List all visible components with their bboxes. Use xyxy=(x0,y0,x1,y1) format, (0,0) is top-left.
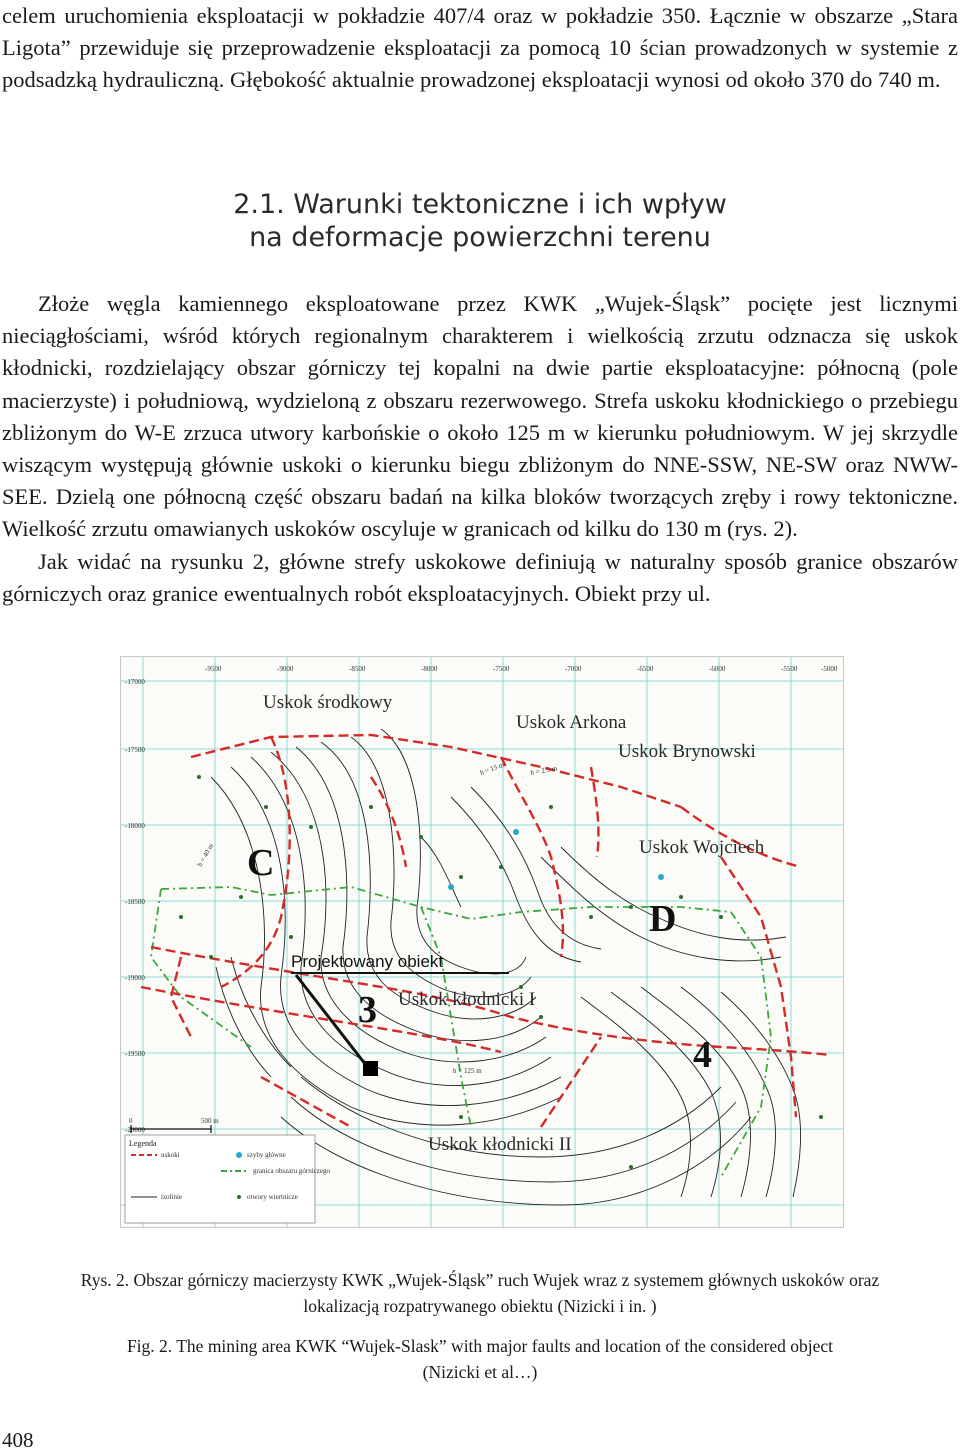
grid-y-label: -19000 xyxy=(125,974,145,982)
fault-label-arkona: Uskok Arkona xyxy=(516,712,627,733)
legend-item: granica obszaru górniczego xyxy=(253,1167,330,1175)
projected-object-marker xyxy=(363,1061,378,1076)
grid-y-labels xyxy=(125,678,145,1134)
section-heading-line1: 2.1. Warunki tektoniczne i ich wpływ xyxy=(233,189,727,220)
grid-y-label: -20000 xyxy=(125,1126,145,1134)
throw-label: h = 15 m xyxy=(478,760,506,777)
grid-x-label: -8500 xyxy=(349,665,366,673)
throw-label: h = 40 m xyxy=(195,842,216,868)
grid-x-label: -7500 xyxy=(493,665,510,673)
grid-x-label: -5500 xyxy=(781,665,798,673)
legend-title: Legenda xyxy=(129,1139,157,1148)
block-letter-d: D xyxy=(649,898,677,940)
figure-caption-pl xyxy=(0,1267,960,1319)
grid-y-label: -18000 xyxy=(125,822,145,830)
section-heading xyxy=(0,188,960,254)
grid-x-label: -8000 xyxy=(421,665,438,673)
intro-text: celem uruchomienia eksploatacji w pokładzie 407/4 oraz w pokładzie 350. Łącznie w obszarze „Stara Ligota” przewiduje się przeprowadzenie eksploatacji za pomocą 10 ścian prowadzonych w systemie z podsadzką hydrauliczną. Głębokość aktualnie prowadzonej eksploatacji wynosi od około 370 do 740 m. xyxy=(2,3,958,93)
intro-paragraph xyxy=(2,0,958,97)
grid-x-label: -7000 xyxy=(565,665,582,673)
figure-caption-en xyxy=(0,1333,960,1385)
caption-en-line1: Fig. 2. The mining area KWK “Wujek-Slask” with major faults and location of the considered object xyxy=(126,1336,834,1356)
faults xyxy=(141,735,831,1127)
caption-en-line2: (Nizicki et al…) xyxy=(422,1362,538,1382)
caption-pl-line1: Rys. 2. Obszar górniczy macierzysty KWK „Wujek-Śląsk” ruch Wujek wraz z systemem głównych uskoków oraz xyxy=(80,1270,880,1290)
scale-500: 500 m xyxy=(201,1117,219,1125)
fault-label-wojciech: Uskok Wojciech xyxy=(639,837,765,858)
fault-label-srodkowy: Uskok środkowy xyxy=(263,692,393,713)
section-heading-line2: na deformacje powierzchni terenu xyxy=(249,222,711,253)
grid-y-label: -17500 xyxy=(125,746,145,754)
legend-item: izolinie xyxy=(161,1193,182,1201)
page-number: 408 xyxy=(2,1428,34,1452)
block-letter-c: C xyxy=(247,842,275,884)
body-paragraph-1: Złoże węgla kamiennego eksploatowane przez KWK „Wujek-Śląsk” pocięte jest licznymi nieciągłościami, wśród których regionalnym charakterem i wielkością zrzutu odznacza się uskok kłodnicki, rozdzielający obszar górniczy tej kopalni na dwie partie eksploatacyjne: północną (pole macierzyste) i południową, wydzieloną z obszaru rezerwowego. Strefa uskoku kłodnickiego o przebiegu zbliżonym do W-E zrzuca utwory karbońskie o około 125 m w kierunku południowym. W jej skrzydle wiszącym występują głównie uskoki o kierunku biegu zbliżonym do NNE-SSW, NE-SW oraz NWW-SEE. Dzielą one północną część obszaru badań na kilka bloków tworzących zręby i rowy tektoniczne. Wielkość zrzutu omawianych uskoków oscyluje w granicach od kilku do 130 m (rys. 2). xyxy=(2,291,958,542)
body-text xyxy=(2,288,958,610)
legend xyxy=(125,1135,330,1223)
grid-y-label: -19500 xyxy=(125,1050,145,1058)
throw-label: h = 2.5 m xyxy=(529,764,558,777)
mining-area-map xyxy=(120,656,844,1228)
number-three: 3 xyxy=(358,989,377,1031)
grid-x-label: -9500 xyxy=(205,665,222,673)
caption-pl-line2: lokalizacją rozpatrywanego obiektu (Nizicki i in. ) xyxy=(303,1296,657,1316)
legend-item: otwory wiertnicze xyxy=(247,1193,298,1201)
grid-x-label: -5000 xyxy=(821,665,838,673)
grid-y-label: -17000 xyxy=(125,678,145,686)
body-paragraph-2: Jak widać na rysunku 2, główne strefy uskokowe definiują w naturalny sposób granice obszarów górniczych oraz granice ewentualnych robót eksploatacyjnych. Obiekt przy ul. xyxy=(2,548,958,606)
throw-label: h = 125 m xyxy=(453,1067,482,1075)
scale-zero: 0 xyxy=(129,1117,133,1125)
grid-y-label: -18500 xyxy=(125,898,145,906)
number-four: 4 xyxy=(693,1034,712,1076)
fault-label-klodnicki-1: Uskok kłodnicki I xyxy=(398,989,536,1010)
legend-item: uskoki xyxy=(161,1151,180,1159)
grid-x-label: -6500 xyxy=(637,665,654,673)
projected-object-label: Projektowany obiekt xyxy=(291,952,444,971)
legend-item: szyby główne xyxy=(247,1151,286,1159)
map-svg xyxy=(121,657,843,1227)
fault-label-brynowski: Uskok Brynowski xyxy=(618,741,756,762)
fault-label-klodnicki-2: Uskok kłodnicki II xyxy=(428,1134,572,1155)
grid-x-label: -9000 xyxy=(277,665,294,673)
grid-x-labels xyxy=(205,665,838,673)
grid-x-label: -6000 xyxy=(709,665,726,673)
